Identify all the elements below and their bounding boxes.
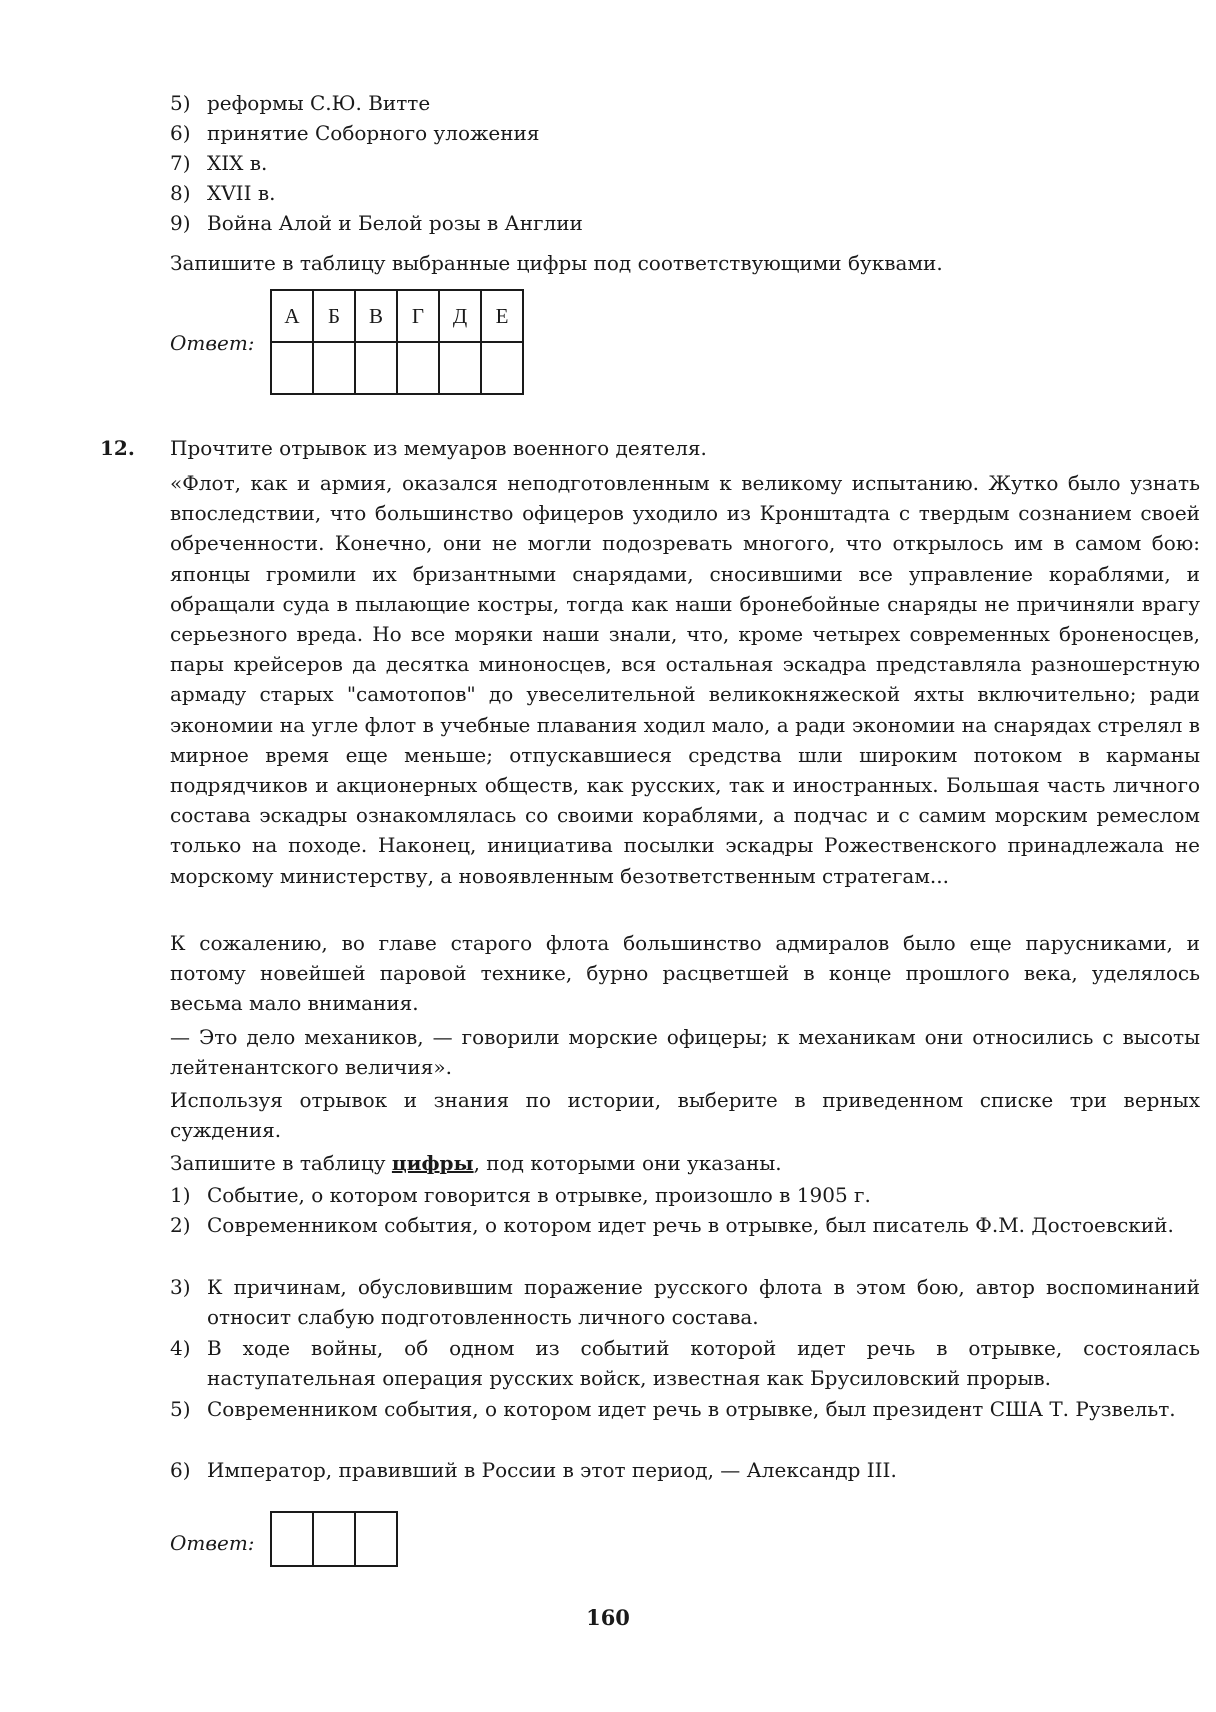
option-item xyxy=(170,1272,1200,1332)
list-item-number: 8) xyxy=(170,181,191,205)
option-text: Современником события, о котором идет речь в отрывке, был президент США Т. Рузвельт. xyxy=(207,1397,1176,1421)
option-item xyxy=(170,1455,1200,1485)
option-text: Событие, о котором говорится в отрывке, произошло в 1905 г. xyxy=(207,1183,871,1207)
list-item-number: 6) xyxy=(170,121,191,145)
task-number: 12. xyxy=(100,436,135,460)
write-instruction-post: , под которыми они указаны. xyxy=(473,1151,782,1175)
answer-input-cell[interactable] xyxy=(355,342,397,394)
answer-input-cell[interactable] xyxy=(439,342,481,394)
answer-input-cell[interactable] xyxy=(481,342,523,394)
option-number: 2) xyxy=(170,1213,191,1237)
answer-input-cell[interactable] xyxy=(355,1512,397,1566)
answer-letter-cell: В xyxy=(355,290,397,342)
answer-letter-cell: Г xyxy=(397,290,439,342)
list-item-text: принятие Соборного уложения xyxy=(207,121,540,145)
option-item xyxy=(170,1180,1200,1210)
option-item xyxy=(170,1333,1200,1393)
list-item xyxy=(170,208,1200,238)
list-item-number: 9) xyxy=(170,211,191,235)
answer-letter-cell: Д xyxy=(439,290,481,342)
answer-table-digits xyxy=(270,1511,398,1567)
write-instruction-bold: цифры xyxy=(391,1151,474,1175)
option-text: Современником события, о котором идет речь в отрывке, был писатель Ф.М. Достоевский. xyxy=(207,1213,1174,1237)
question-text: Используя отрывок и знания по истории, выберите в приведенном списке три верных суждения. xyxy=(170,1088,1200,1143)
answer-label: Ответ: xyxy=(170,1531,255,1555)
list-item xyxy=(170,178,1200,208)
option-number: 5) xyxy=(170,1397,191,1421)
instruction-text: Запишите в таблицу выбранные цифры под соответствующими буквами. xyxy=(170,251,943,275)
answer-input-cell[interactable] xyxy=(313,1512,355,1566)
list-item xyxy=(170,88,1200,118)
option-item xyxy=(170,1394,1200,1424)
list-item xyxy=(170,118,1200,148)
answer-input-cell[interactable] xyxy=(271,1512,313,1566)
list-item-number: 5) xyxy=(170,91,191,115)
answer-input-cell[interactable] xyxy=(397,342,439,394)
list-item xyxy=(170,148,1200,178)
option-number: 1) xyxy=(170,1183,191,1207)
list-item-text: Война Алой и Белой розы в Англии xyxy=(207,211,583,235)
answer-letter-cell: Б xyxy=(313,290,355,342)
option-text: Император, правивший в России в этот период, — Александр III. xyxy=(207,1458,897,1482)
quote-paragraph-2: К сожалению, во главе старого флота большинство адмиралов было еще парусниками, и потому новейшей паровой технике, бурно расцветшей в конце прошлого века, уделялось весьма мало внимания. xyxy=(170,931,1200,1016)
option-text: К причинам, обусловившим поражение русского флота в этом бою, автор воспоминаний относит слабую подготовленность личного состава. xyxy=(207,1275,1200,1329)
list-item-text: XIX в. xyxy=(207,151,268,175)
option-item xyxy=(170,1210,1200,1240)
quote-paragraph-1: «Флот, как и армия, оказался неподготовленным к великому испытанию. Жутко было узнать впоследствии, что большинство офицеров уходило из Кронштадта с твердым сознанием своей обреченности. Конечно, они не могли подозревать многого, что открылось им в самом бою: японцы громили их бризантными снарядами, сносившими все управление кораблями, и обращали суда в пылающие костры, тогда как наши бронебойные снаряды не причиняли врагу серьезного вреда. Но все моряки наши знали, что, кроме четырех современных броненосцев, пары крейсеров да десятка миноносцев, вся остальная эскадра представляла разношерстную армаду старых "самотопов" до увеселительной великокняжеской яхты включительно; ради экономии на угле флот в учебные плавания ходил мало, а ради экономии на снарядах стрелял в мирное время еще меньше; отпускавшиеся средства шли широким потоком в карманы подрядчиков и акционерных обществ, как русских, так и иностранных. Большая часть личного состава эскадры ознакомлялась со своими кораблями, а подчас и с самим морским ремеслом только на походе. Наконец, инициатива посылки эскадры Рожественского принадлежала не морскому министерству, а новоявленным безответственным стратегам... xyxy=(170,471,1200,888)
answer-input-cell[interactable] xyxy=(271,342,313,394)
page-number: 160 xyxy=(586,1605,630,1630)
option-number: 6) xyxy=(170,1458,191,1482)
list-item-number: 7) xyxy=(170,151,191,175)
write-instruction-pre: Запишите в таблицу xyxy=(170,1151,392,1175)
quote-paragraph-3: — Это дело механиков, — говорили морские офицеры; к механикам они относились с высоты лейтенантского величия». xyxy=(170,1025,1200,1080)
answer-table-letters xyxy=(270,289,524,395)
option-text: В ходе войны, об одном из событий которой идет речь в отрывке, состоялась наступательная операция русских войск, известная как Брусиловский прорыв. xyxy=(207,1336,1200,1390)
list-item-text: реформы С.Ю. Витте xyxy=(207,91,431,115)
write-instruction xyxy=(170,1148,1200,1178)
answer-label: Ответ: xyxy=(170,331,255,355)
option-number: 3) xyxy=(170,1275,191,1299)
answer-letter-cell: Е xyxy=(481,290,523,342)
list-item-text: XVII в. xyxy=(207,181,276,205)
answer-input-cell[interactable] xyxy=(313,342,355,394)
task-intro: Прочтите отрывок из мемуаров военного деятеля. xyxy=(170,436,707,460)
answer-letter-cell: А xyxy=(271,290,313,342)
option-number: 4) xyxy=(170,1336,191,1360)
